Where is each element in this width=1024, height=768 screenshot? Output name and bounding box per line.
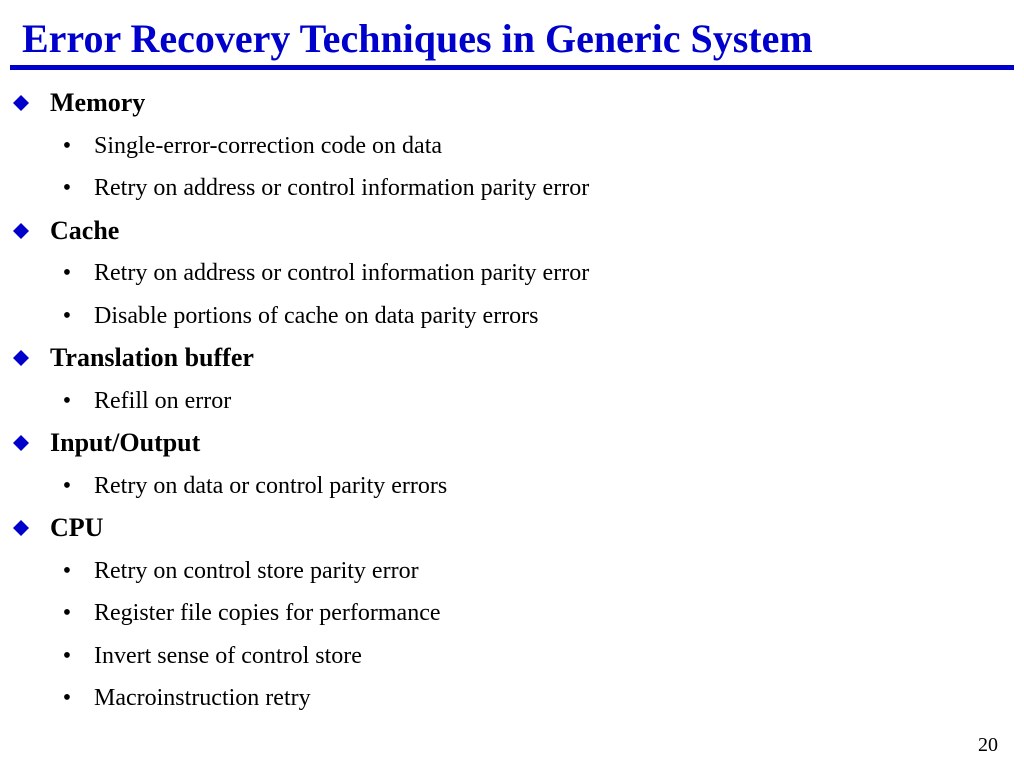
list-item [62,301,539,331]
list-item-text: Invert sense of control store [94,642,362,669]
list-item-text: Retry on address or control information parity error [94,260,590,286]
diamond-icon [13,223,29,239]
bullet-dot-icon: • [62,260,72,286]
diamond-icon [13,95,29,111]
section-heading-label: Memory [50,88,146,117]
list-item-text: Refill on error [94,387,232,414]
bullet-dot-icon: • [62,557,72,584]
section-heading [50,343,254,373]
list-item [62,683,311,713]
bullet-dot-icon: • [62,302,72,329]
title-rule [10,65,1014,70]
bullet-dot-icon: • [62,472,72,499]
bullet-dot-icon: • [62,132,72,159]
list-item [62,471,448,501]
list-item-text: Retry on control store parity error [94,557,419,584]
diamond-icon [13,520,29,536]
diamond-icon [13,350,29,366]
list-item [62,258,590,288]
slide-title: Error Recovery Techniques in Generic System [22,16,813,61]
list-item-text: Retry on data or control parity errors [94,472,448,499]
bullet-dot-icon: • [62,175,72,201]
list-item [62,556,419,586]
list-item [62,641,362,671]
list-item [62,173,590,203]
section-heading [50,428,200,458]
list-item [62,131,443,161]
list-item-text: Retry on address or control information parity error [94,175,590,201]
section-heading-label: Cache [50,215,120,245]
section-heading [50,216,119,246]
list-item-text: Single-error-correction code on data [94,132,443,159]
list-item-text: Macroinstruction retry [94,685,311,711]
bullet-dot-icon: • [62,642,72,669]
section-heading [50,513,103,543]
section-heading-label: Input/Output [50,428,201,457]
list-item [62,386,232,416]
section-heading-label: CPU [50,513,104,542]
bullet-dot-icon: • [62,387,72,414]
page-number: 20 [978,734,998,756]
list-item-text: Register file copies for performance [94,600,441,626]
list-item [62,598,441,628]
section-heading [50,88,145,118]
list-item-text: Disable portions of cache on data parity errors [94,302,539,329]
section-heading-label: Translation buffer [50,343,254,372]
bullet-dot-icon: • [62,685,72,711]
diamond-icon [13,435,29,451]
bullet-dot-icon: • [62,600,72,626]
